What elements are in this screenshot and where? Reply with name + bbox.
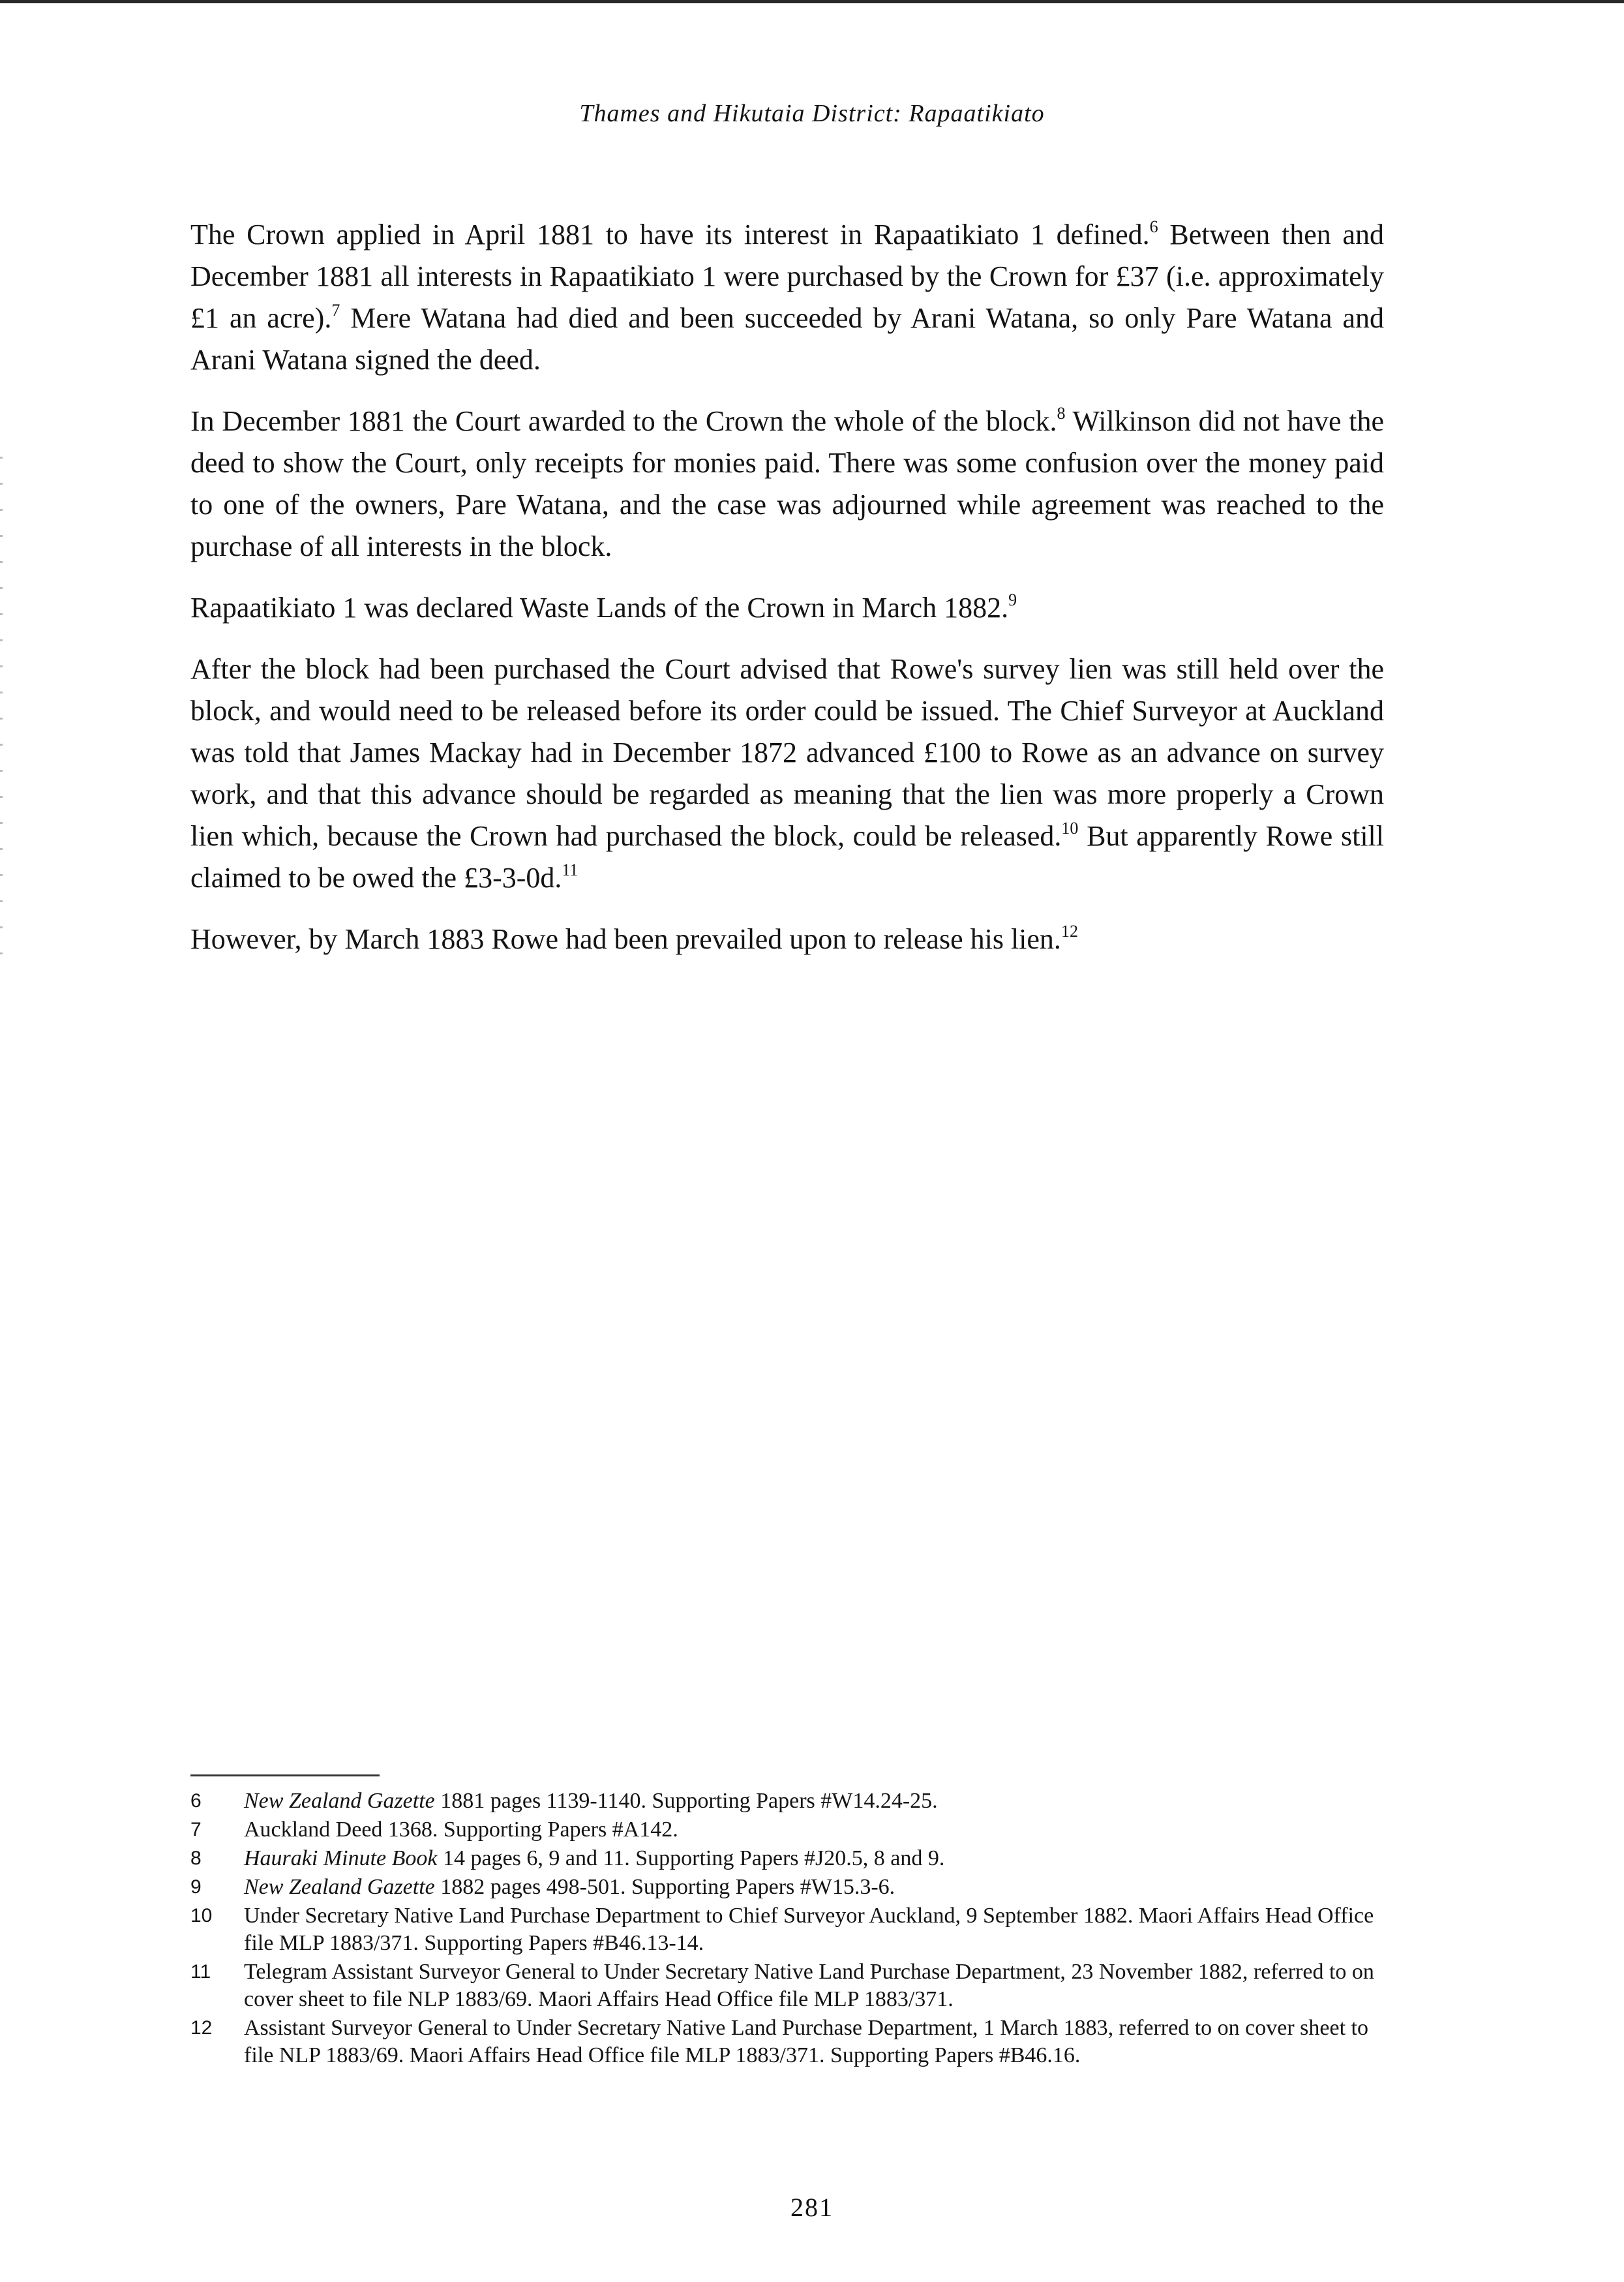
footnote-text [244, 1874, 1391, 1901]
footnote-text [244, 1845, 1391, 1872]
footnote-ref[interactable]: 11 [562, 860, 579, 879]
footnote-body: 1882 pages 498-501. Supporting Papers #W15.3-6. [434, 1875, 895, 1899]
footnote-ref[interactable]: 12 [1060, 922, 1078, 941]
main-text [190, 214, 1384, 980]
footnote-text [244, 1816, 1391, 1844]
paragraph-4 [190, 648, 1384, 899]
footnote-ref[interactable]: 6 [1149, 217, 1158, 236]
footnote-number: 12 [190, 2017, 213, 2039]
footnote-10 [190, 1902, 1391, 1957]
paragraph-3 [190, 587, 1384, 629]
footnote-text [244, 2015, 1391, 2069]
paragraph-1 [190, 214, 1384, 381]
footnote-number: 6 [190, 1790, 202, 1812]
footnote-body: Assistant Surveyor General to Under Secretary Native Land Purchase Department, 1 March 1883, referred to on cover sheet to file NLP 1883/69. Maori Affairs Head Office file MLP 1883/371. Supporting Papers #B46.16. [244, 2016, 1368, 2067]
footnote-body: Under Secretary Native Land Purchase Department to Chief Surveyor Auckland, 9 September 1882. Maori Affairs Head Office file MLP 1883/371. Supporting Papers #B46.13-14. [244, 1904, 1374, 1955]
footnote-number: 11 [190, 1961, 211, 1983]
footnote-title: Hauraki Minute Book [244, 1846, 438, 1870]
paragraph-text: After the block had been purchased the Court advised that Rowe's survey lien was still held over the block, and would need to be released before its order could be issued. The Chief Surveyor at Auckland was told that James Mackay had in December 1872 advanced £100 to Rowe as an advance on survey work, and that this advance should be regarded as meaning that the lien was more properly a Crown lien which, because the Crown had purchased the block, could be released. [190, 653, 1384, 852]
footnote-12 [190, 2015, 1391, 2069]
paragraph-text: But apparently Rowe still claimed to be owed the £3-3-0d. [190, 820, 1385, 894]
footnote-7 [190, 1816, 1391, 1844]
scan-margin-marks [0, 457, 3, 979]
footnote-6 [190, 1788, 1391, 1815]
paragraph-text: Wilkinson did not have the deed to show the Court, only receipts for monies paid. There was some confusion over the money paid to one of the owners, Pare Watana, and the case was adjourned while agreement was reached to the purchase of all interests in the block. [190, 405, 1384, 562]
footnote-11 [190, 1958, 1391, 2013]
footnote-number: 8 [190, 1848, 202, 1869]
footnote-text [244, 1788, 1391, 1815]
paragraph-text: In December 1881 the Court awarded to the Crown the whole of the block. [190, 405, 1057, 437]
footnote-body: Auckland Deed 1368. Supporting Papers #A142. [244, 1818, 678, 1842]
footnote-text [244, 1958, 1391, 2013]
footnote-9 [190, 1874, 1391, 1901]
footnote-title: New Zealand Gazette [244, 1789, 435, 1813]
footnote-ref[interactable]: 9 [1008, 590, 1017, 609]
footnote-body: 14 pages 6, 9 and 11. Supporting Papers #J20.5, 8 and 9. [437, 1846, 945, 1870]
page-number: 281 [790, 2193, 834, 2222]
footnote-number: 10 [190, 1905, 213, 1926]
footnote-body: Telegram Assistant Surveyor General to Under Secretary Native Land Purchase Department, 23 November 1882, referred to on cover sheet to file NLP 1883/69. Maori Affairs Head Office file MLP 1883/371. [244, 1960, 1374, 2011]
footnotes [190, 1788, 1391, 2071]
paragraph-text: The Crown applied in April 1881 to have its interest in Rapaatikiato 1 defined. [190, 219, 1150, 251]
footnote-text [244, 1902, 1391, 1957]
paragraph-text: Rapaatikiato 1 was declared Waste Lands of the Crown in March 1882. [190, 592, 1009, 624]
footnote-body: 1881 pages 1139-1140. Supporting Papers #W14.24-25. [434, 1789, 938, 1813]
footnote-ref[interactable]: 10 [1061, 819, 1079, 838]
footnote-8 [190, 1845, 1391, 1872]
footnote-ref[interactable]: 8 [1057, 404, 1066, 423]
footnote-number: 7 [190, 1819, 202, 1840]
running-head: Thames and Hikutaia District: Rapaatikiato [579, 100, 1045, 127]
footnote-title: New Zealand Gazette [244, 1875, 435, 1899]
paragraph-text: Mere Watana had died and been succeeded by Arani Watana, so only Pare Watana and Arani Watana signed the deed. [190, 302, 1385, 376]
top-border-rule [0, 0, 1624, 3]
footnote-number: 9 [190, 1876, 202, 1898]
paragraph-5 [190, 919, 1384, 960]
paragraph-2 [190, 401, 1384, 568]
paragraph-text: However, by March 1883 Rowe had been prevailed upon to release his lien. [190, 923, 1061, 955]
footnote-separator [190, 1774, 380, 1776]
footnote-ref[interactable]: 7 [331, 301, 340, 320]
paragraph-text: Between then and December 1881 all interests in Rapaatikiato 1 were purchased by the Crown for £37 (i.e. approximately £1 an acre). [190, 219, 1385, 334]
